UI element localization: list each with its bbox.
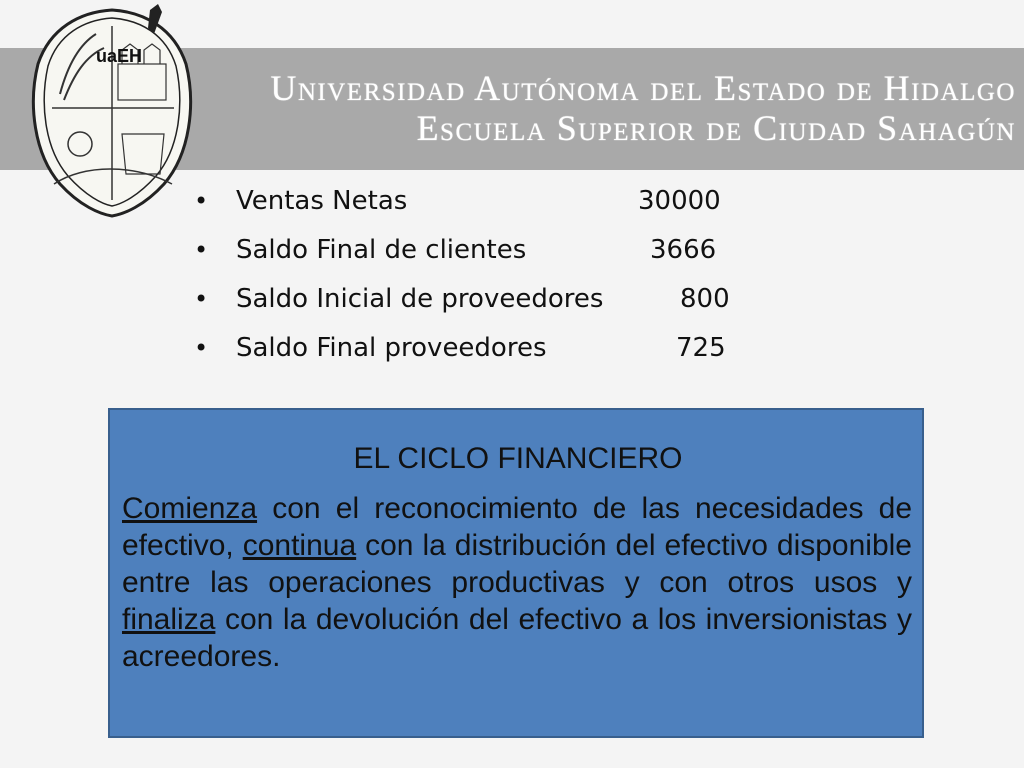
item-value: 30000 [638, 186, 721, 216]
item-label: Saldo Final proveedores [236, 333, 547, 363]
item-value: 3666 [650, 235, 717, 265]
list-item [194, 325, 794, 374]
bullet-icon: • [194, 236, 209, 264]
item-value: 725 [676, 333, 726, 363]
logo-lettering: uaEH [96, 46, 143, 66]
bullet-icon: • [194, 187, 209, 215]
bullet-icon: • [194, 285, 209, 313]
list-item [194, 178, 794, 227]
uaeh-seal-logo [24, 4, 200, 220]
emphasis-finaliza: finaliza [122, 603, 216, 636]
text-segment: con la devolución del efectivo a los inversionistas y acreedores. [122, 603, 912, 673]
item-label: Saldo Final de clientes [236, 235, 527, 265]
box-paragraph [122, 490, 912, 675]
bullet-icon: • [194, 334, 209, 362]
emphasis-continua: continua [242, 529, 357, 562]
university-title [216, 68, 1016, 148]
text-segment: con la distribución del efectivo disponible entre las operaciones productivas y con otros usos y [122, 529, 912, 599]
item-value: 800 [680, 284, 730, 314]
list-item [194, 227, 794, 276]
financial-cycle-box [108, 408, 924, 738]
financial-data-list [194, 178, 794, 374]
item-label: Ventas Netas [236, 186, 408, 216]
list-item [194, 276, 794, 325]
item-label: Saldo Inicial de proveedores [236, 284, 604, 314]
text-segment: con el reconocimiento de las necesidades de efectivo, [122, 492, 912, 562]
emphasis-comienza: Comienza [122, 492, 258, 525]
box-title: EL CICLO FINANCIERO [353, 442, 683, 475]
school-name: Escuela Superior de Ciudad Sahagún [416, 108, 1016, 148]
university-name: Universidad Autónoma del Estado de Hidalgo [270, 68, 1016, 108]
